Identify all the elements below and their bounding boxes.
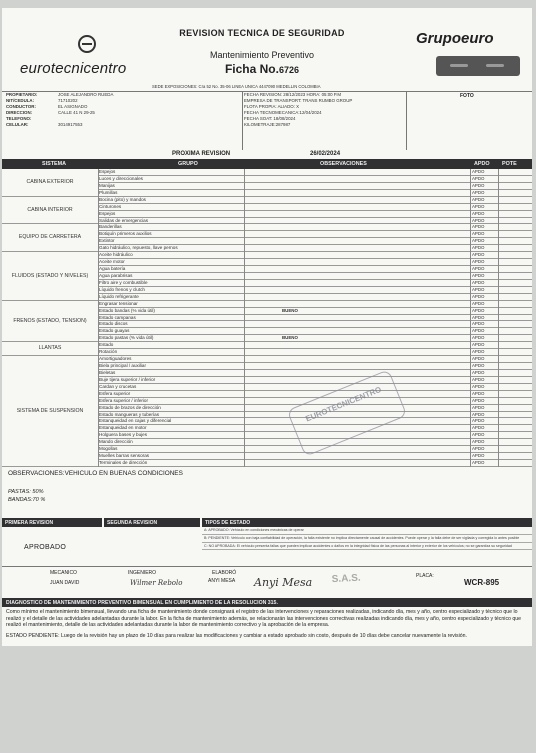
wear-levels (8, 488, 45, 504)
col-pote: POTE (502, 161, 517, 167)
row-grupo: Mando dirección (99, 439, 133, 445)
ficha-label: Ficha No. (224, 62, 279, 76)
row-apdo: APDO (472, 321, 485, 327)
row-apdo: APDO (472, 376, 485, 382)
proxima-date: 26/02/2024 (310, 151, 341, 157)
row-apdo: APDO (472, 390, 485, 396)
row-apdo: APDO (472, 259, 485, 265)
row-apdo: APDO (472, 307, 485, 313)
euro-logo-icon (78, 35, 96, 53)
owner-direccion: DIRECCION: CALLE 41 N 29-25 (6, 110, 95, 115)
placa-label: PLACA: (416, 573, 434, 579)
row-grupo: Extintor (99, 238, 115, 244)
row-apdo: APDO (472, 453, 485, 459)
row-apdo: APDO (472, 182, 485, 188)
mecanico-label: MECANICO (50, 570, 77, 576)
kilometraje: KILOMETRAJE:287987 (244, 122, 291, 127)
col-apdo: APDO (474, 161, 490, 167)
row-observacion: BUENO (282, 335, 298, 341)
row-apdo: APDO (472, 224, 485, 230)
row-apdo: APDO (472, 356, 485, 362)
sede-address: SEDE EXPOSICIONES: Cra 52 No. 35-06 LINEA UNICA 4447090 MEDELLIN COLOMBIA (152, 84, 321, 89)
brand-right: Grupoeuro (416, 30, 494, 47)
owner-propietario: PROPIETARIO: JOSE ALEJANDRO RUEDA (6, 92, 114, 97)
tipo-a: A: APROBADO: Vehículo en condiciones mecánicas de operar (202, 527, 532, 535)
row-apdo: APDO (472, 314, 485, 320)
row-apdo: APDO (472, 231, 485, 237)
row-grupo: Estado campanas (99, 314, 136, 320)
row-apdo: APDO (472, 363, 485, 369)
tipos-estado-label: TIPOS DE ESTADO (202, 518, 532, 527)
row-grupo: Agua batería (99, 266, 126, 272)
row-grupo: Aceite motor (99, 259, 125, 265)
row-grupo: Banderillas (99, 224, 122, 230)
ingeniero-label: INGENIERO (128, 570, 157, 576)
row-grupo: Luces y direccionales (99, 175, 143, 181)
row-grupo: Estado (99, 342, 114, 348)
row-grupo: Filtro aire y combustible (99, 279, 148, 285)
elaboro-label: ELABORÓ (212, 570, 237, 576)
ingeniero-signature: Wilmer Rebolo (130, 579, 183, 587)
row-apdo: APDO (472, 369, 485, 375)
inspection-table (2, 169, 532, 467)
row-grupo: Rotación (99, 349, 118, 355)
ficha-number (152, 62, 372, 76)
proxima-revision (2, 151, 532, 158)
row-apdo: APDO (472, 238, 485, 244)
col-observaciones: OBSERVACIONES (320, 161, 367, 167)
tecnomecanica: FECHA TECNOMECANICA:12/04/2024 (244, 110, 322, 115)
row-apdo: APDO (472, 335, 485, 341)
estado-pendiente-text: ESTADO PENDIENTE: Luego de la revisión hay un plazo de 10 días para realizar las modificaciones y cambiar a estado aprobado sin costo, después de 10 días debe cancelar nuevamente la revisión. (6, 633, 467, 639)
row-observacion: BUENO (282, 307, 298, 313)
row-grupo: Engrasar tensionar (99, 300, 138, 306)
row-grupo: Bieletas (99, 369, 116, 375)
row-apdo: APDO (472, 342, 485, 348)
inspection-sheet (2, 8, 532, 646)
system-cell: LLANTAS (2, 342, 98, 356)
owner-telefono: TELEFONO: (6, 116, 32, 121)
row-apdo: APDO (472, 217, 485, 223)
owner-nit: NIT/CEDULA: 71710202 (6, 98, 78, 103)
tipo-c: C: NO APROBADA: El vehículo presenta fallas que pueden implicar accidentes o daños en la integridad física de las personas al interior y exterior de los vehículos; no se garantiza su seguridad (202, 543, 532, 551)
col-sistema: SISTEMA (42, 161, 66, 167)
row-apdo: APDO (472, 446, 485, 452)
signature-row (2, 568, 532, 594)
col-divider (98, 169, 99, 467)
page-subtitle: Mantenimiento Preventivo (209, 50, 315, 60)
row-grupo: Cardan y crucetas (99, 383, 137, 389)
diagnostico-text: Como mínimo el mantenimiento bimensual, llevando una ficha de mantenimiento donde consignará el registro de las intervenciones y reparaciones realizadas, indicando día, mes y año, centro especializado y técnico que lo realizó y el detalle de las actividades adelantadas durante la labor. En la ficha de mantenimiento además, se relacionarán las intervenciones correctivas realizadas indicando día, mes y año, centro especializado y técnico que realizó el mantenimiento, detalle de las actividades adelantadas durante la labor de mantenimiento correctivo y la aprobación de la empresa. (6, 609, 522, 629)
row-apdo: APDO (472, 293, 485, 299)
row-grupo: Espejos (99, 210, 116, 216)
row-apdo: APDO (472, 328, 485, 334)
row-grupo: Gato hidráulico, repuesto, llave pernos (99, 245, 178, 251)
bandas-value: BANDAS:70 % (8, 497, 46, 503)
grupoeuro-logo (408, 26, 526, 82)
row-grupo: Botiquín primeros auxilios (99, 231, 152, 237)
system-cell: CABINA EXTERIOR (2, 169, 98, 197)
row-apdo: APDO (472, 383, 485, 389)
owner-conductor: CONDUCTOR: EL ASIGNADO (6, 104, 88, 109)
fecha-revision: FECHA REVISION: 28/12/2023 HORA: 05:00 P.M (244, 92, 342, 97)
table-header (2, 159, 532, 169)
observaciones: OBSERVACIONES:VEHICULO EN BUENAS CONDICIONES (8, 470, 183, 477)
elaboro-signature: Anyi Mesa (254, 576, 313, 589)
row-apdo: APDO (472, 175, 485, 181)
ficha-value: 6726 (278, 65, 300, 75)
row-grupo: Salidas de emergencias (99, 217, 149, 223)
sas-stamp: S.A.S. (331, 572, 361, 586)
row-grupo: Líquido refrigerante (99, 293, 139, 299)
page-title: REVISION TECNICA DE SEGURIDAD (179, 28, 345, 38)
row-grupo: Mogollas (99, 446, 118, 452)
row-apdo: APDO (472, 432, 485, 438)
owner-info (6, 92, 113, 128)
row-grupo: Estanqueidad en cajas y diferencial (99, 418, 172, 424)
foto-label: FOTO (460, 93, 474, 99)
row-grupo: Esfera superior (99, 390, 131, 396)
owner-celular: CELULAR: 3014917553 (6, 122, 83, 127)
row-apdo: APDO (472, 286, 485, 292)
row-grupo: Cinturones (99, 203, 122, 209)
row-apdo: APDO (472, 189, 485, 195)
divider (406, 92, 407, 150)
row-apdo: APDO (472, 245, 485, 251)
row-apdo: APDO (472, 266, 485, 272)
empresa: EMPRESA DE TRANSPORT: TRANS RUMBO GROUP (244, 98, 353, 103)
row-apdo: APDO (472, 252, 485, 258)
row-grupo: Biela principal / auxiliar (99, 363, 146, 369)
system-cell: CABINA INTERIOR (2, 197, 98, 225)
row-grupo: Holguera bases y bujes (99, 432, 148, 438)
system-cell: SISTEMA DE SUSPENSION (2, 356, 98, 467)
header-title-block (152, 28, 372, 76)
row-apdo: APDO (472, 439, 485, 445)
row-grupo: Estanqueidad en motor (99, 425, 147, 431)
row-apdo: APDO (472, 210, 485, 216)
row-grupo: Aceite hidráulico (99, 252, 133, 258)
diagnostico-title: DIAGNOSTICO DE MANTENIMIENTO PREVENTIVO BIMENSUAL EN CUMPLIMIENTO DE LA RESOLUCION 315. (2, 598, 532, 607)
revision-header (2, 518, 532, 527)
row-grupo: Estado guayas (99, 328, 130, 334)
row-grupo: Estado bandas (% vida útil) (99, 307, 155, 313)
row-grupo: Líquido frenos y clutch (99, 286, 145, 292)
row-grupo: Terminales de dirección (99, 460, 148, 466)
elaboro-name: ANYI MESA (208, 578, 236, 584)
placa-value: WCR-895 (464, 578, 500, 587)
row-apdo: APDO (472, 425, 485, 431)
brand-badges-icon (436, 56, 520, 76)
row-grupo: Amortiguadores (99, 356, 132, 362)
system-cell: FLUIDOS (ESTADO Y NIVELES) (2, 252, 98, 301)
col-divider (498, 169, 499, 467)
row-apdo: APDO (472, 397, 485, 403)
row-grupo: Plumillas (99, 189, 118, 195)
col-grupo: GRUPO (178, 161, 198, 167)
row-grupo: Muelles barras sensoras (99, 453, 150, 459)
mecanico-name: JUAN DAVID (50, 580, 80, 586)
row-apdo: APDO (472, 203, 485, 209)
primera-revision-label: PRIMERA REVISION (2, 518, 102, 527)
row-grupo: Esfera superior / inferior (99, 397, 149, 403)
row-apdo: APDO (472, 404, 485, 410)
row-grupo: Agua parabrisas (99, 272, 133, 278)
system-cell: FRENOS (ESTADO, TENSION) (2, 301, 98, 343)
row-apdo: APDO (472, 272, 485, 278)
pastas-value: PASTAS: 50% (8, 489, 44, 495)
system-cell: EQUIPO DE CARRETERA (2, 224, 98, 252)
row-grupo: Estado discos (99, 321, 128, 327)
revision-result: APROBADO (24, 544, 67, 551)
row-grupo: Espejos (99, 169, 116, 174)
vehicle-info (244, 92, 352, 128)
flota: FLOTA PROPIA: ALIADO: X (244, 104, 300, 109)
segunda-revision-label: SEGUNDA REVISION (104, 518, 200, 527)
row-apdo: APDO (472, 169, 485, 174)
row-apdo: APDO (472, 279, 485, 285)
col-divider (244, 169, 245, 467)
row-apdo: APDO (472, 300, 485, 306)
row-grupo: Manijas (99, 182, 115, 188)
row-apdo: APDO (472, 411, 485, 417)
row-grupo: Estado de brazos de dirección (99, 404, 161, 410)
col-divider (470, 169, 471, 467)
row-apdo: APDO (472, 349, 485, 355)
row-grupo: Bocina (pito) y mandos (99, 196, 146, 202)
company-stamp: EUROTECNICENTRO (287, 369, 408, 457)
soat: FECHA SOAT: 18/08/2024 (244, 116, 296, 121)
row-grupo: Estado mangueras y tuberías (99, 411, 160, 417)
divider (2, 566, 532, 567)
row-apdo: APDO (472, 418, 485, 424)
row-grupo: Buje tijera superior / inferior (99, 376, 156, 382)
row-grupo: Estado pastas (% vida útil) (99, 335, 154, 341)
row-apdo: APDO (472, 460, 485, 466)
eurotecnicentro-logo (20, 30, 150, 80)
proxima-label: PROXIMA REVISION (172, 151, 231, 157)
divider (242, 92, 243, 150)
tipos-estado (202, 527, 532, 550)
row-apdo: APDO (472, 196, 485, 202)
brand-left: eurotecnicentro (20, 60, 127, 77)
tipo-b: B: PENDIENTE: Vehículo con baja confiabilidad de operación, la falla existente no implica directamente causal de accidentes. Puede operar y la falla debe de ser vigilada y corregida lo antes posible (202, 535, 532, 543)
